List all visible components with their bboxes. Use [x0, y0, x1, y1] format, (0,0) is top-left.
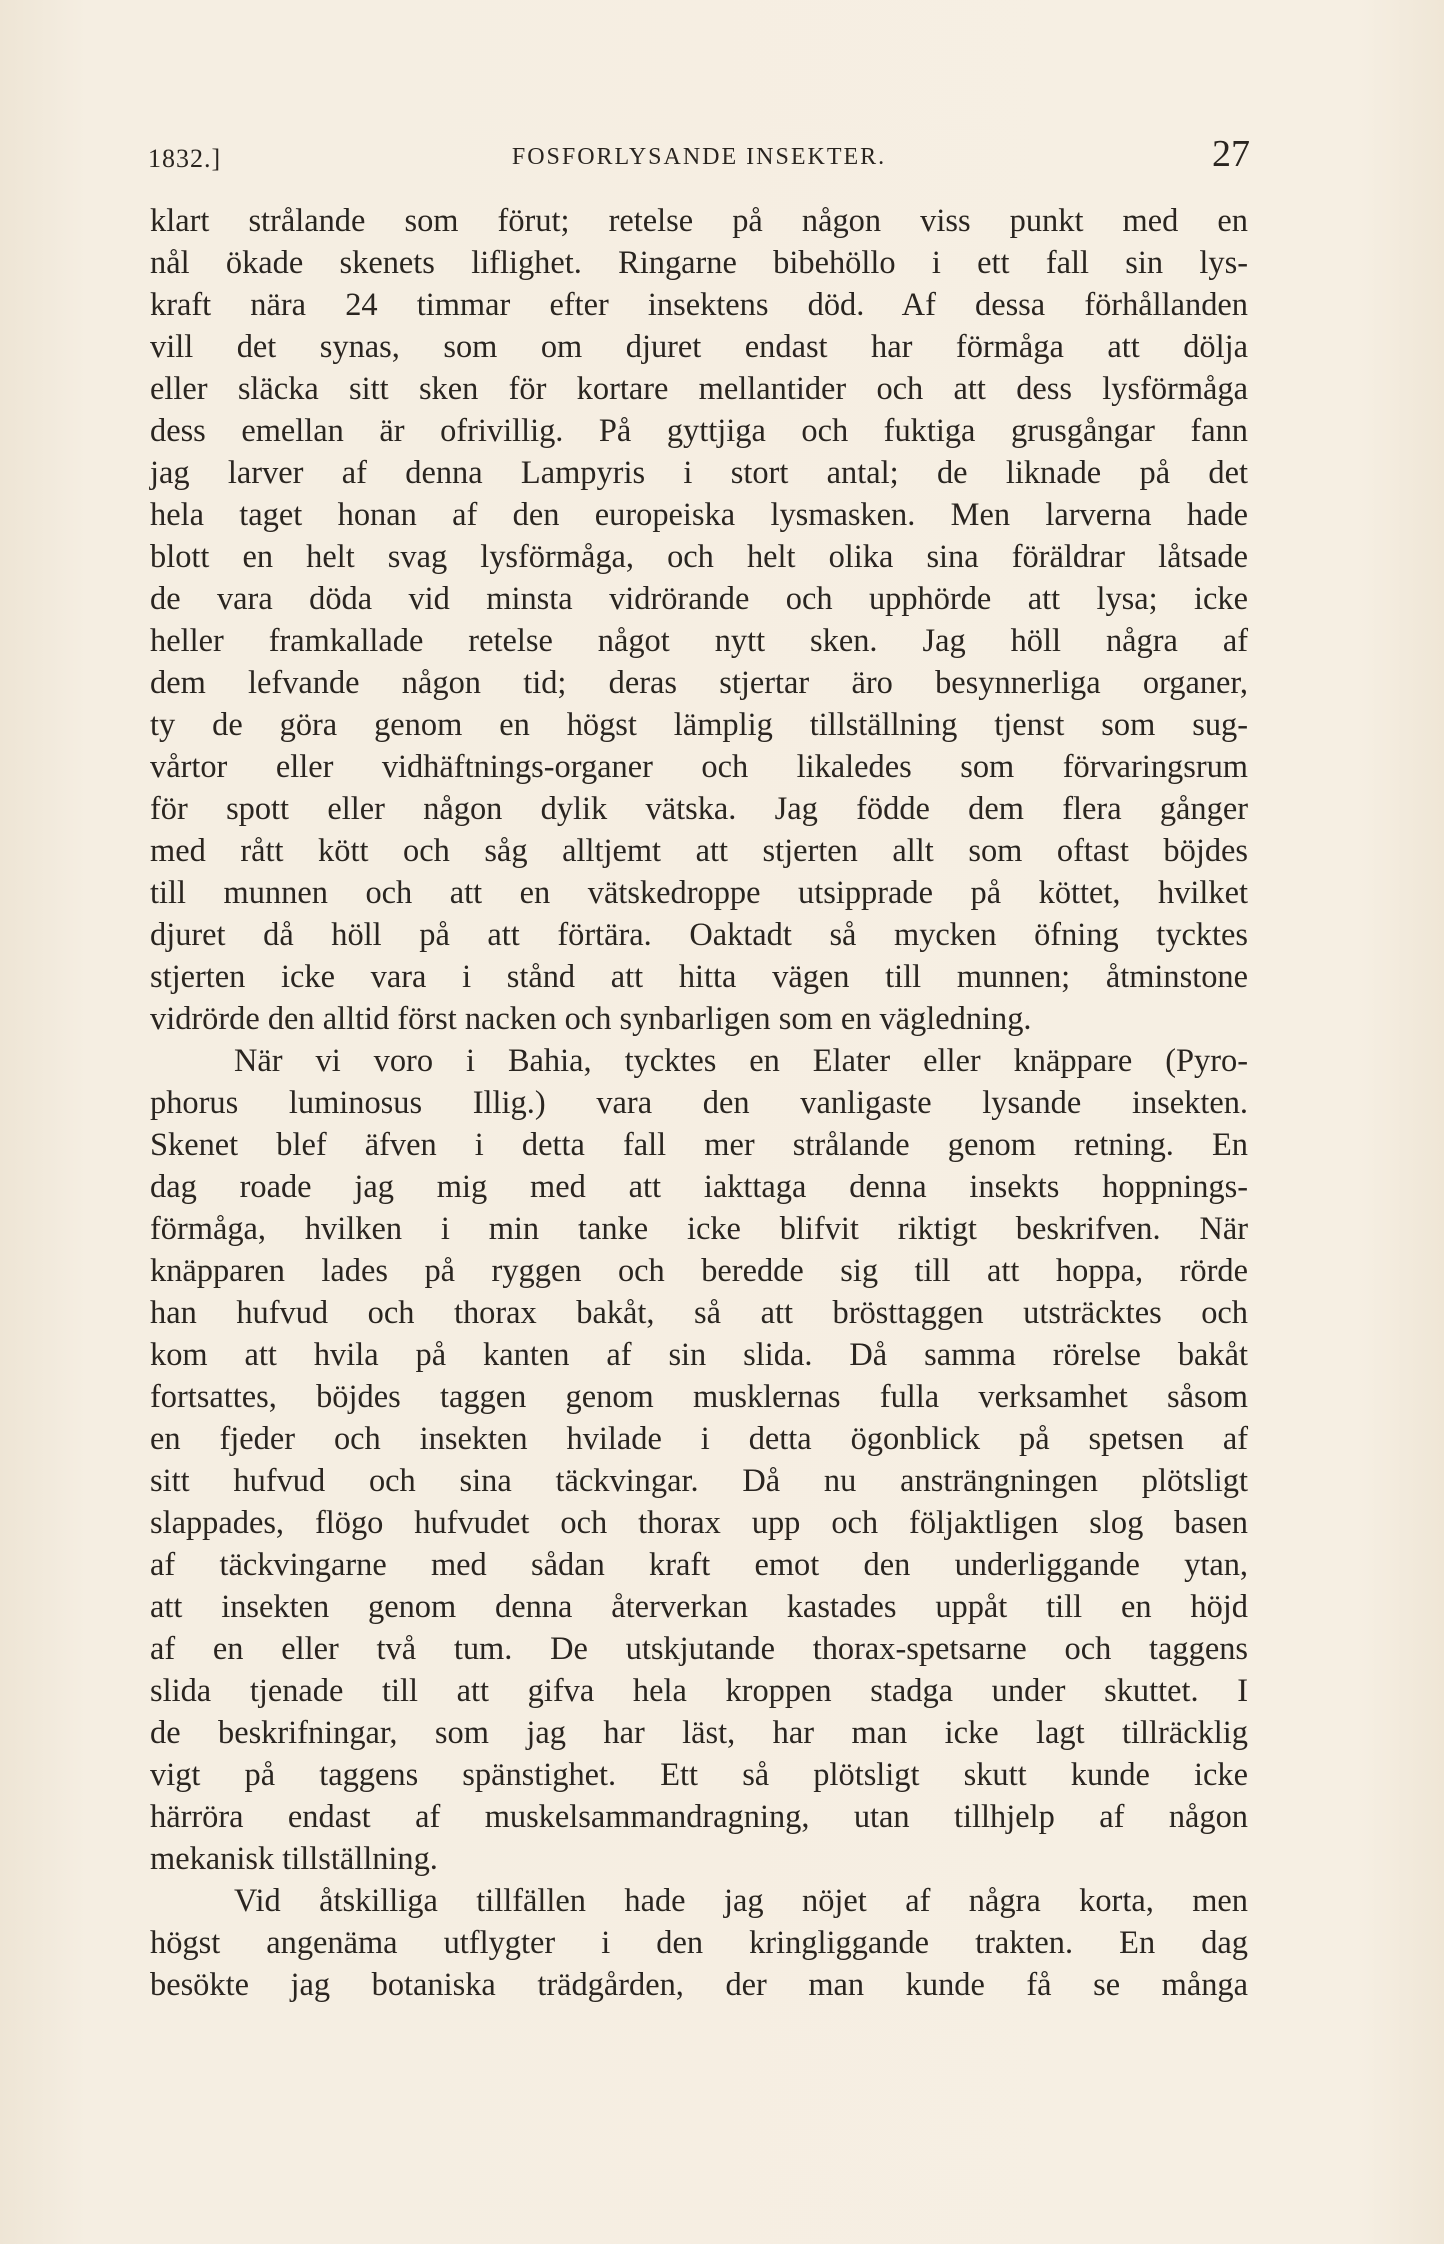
text-line: Vid åtskilliga tillfällen hade jag nöjet af några korta, men: [234, 1883, 1248, 1919]
text-line: knäpparen lades på ryggen och beredde sig till att hoppa, rörde: [150, 1253, 1248, 1289]
page-number: 27: [1212, 133, 1250, 175]
text-line: för spott eller någon dylik vätska. Jag födde dem flera gånger: [150, 791, 1248, 827]
text-line: djuret då höll på att förtära. Oaktadt så mycken öfning tycktes: [150, 917, 1248, 953]
text-line: af en eller två tum. De utskjutande thorax-spetsarne och taggens: [150, 1631, 1248, 1667]
header-year: 1832.]: [148, 144, 222, 173]
text-line: ty de göra genom en högst lämplig tillställning tjenst som sug-: [150, 707, 1248, 743]
text-line: eller släcka sitt sken för kortare mellantider och att dess lysförmåga: [150, 371, 1248, 407]
text-line: högst angenäma utflygter i den kringliggande trakten. En dag: [150, 1925, 1248, 1961]
text-line: han hufvud och thorax bakåt, så att brösttaggen utsträcktes och: [150, 1295, 1248, 1331]
text-line: de vara döda vid minsta vidrörande och upphörde att lysa; icke: [150, 581, 1248, 617]
text-line: dag roade jag mig med att iakttaga denna insekts hoppnings-: [150, 1169, 1248, 1205]
text-line: dem lefvande någon tid; deras stjertar äro besynnerliga organer,: [150, 665, 1248, 701]
text-line: jag larver af denna Lampyris i stort antal; de liknade på det: [150, 455, 1248, 491]
text-line: heller framkallade retelse något nytt sken. Jag höll några af: [150, 623, 1248, 659]
text-line: en fjeder och insekten hvilade i detta ögonblick på spetsen af: [150, 1421, 1248, 1457]
text-line: fortsattes, böjdes taggen genom musklernas fulla verksamhet såsom: [150, 1379, 1248, 1415]
text-line: besökte jag botaniska trädgården, der man kunde få se många: [150, 1967, 1248, 2003]
page-header: [148, 133, 1250, 178]
text-line: klart strålande som förut; retelse på någon viss punkt med en: [150, 203, 1248, 239]
text-line: att insekten genom denna återverkan kastades uppåt till en höjd: [150, 1589, 1248, 1625]
text-line: förmåga, hvilken i min tanke icke blifvit riktigt beskrifven. När: [150, 1211, 1248, 1247]
text-line: vårtor eller vidhäftnings-organer och likaledes som förvaringsrum: [150, 749, 1248, 785]
running-title: FOSFORLYSANDE INSEKTER.: [511, 144, 887, 170]
text-line: härröra endast af muskelsammandragning, utan tillhjelp af någon: [150, 1799, 1248, 1835]
text-line: slida tjenade till att gifva hela kroppen stadga under skuttet. I: [150, 1673, 1248, 1709]
text-line: till munnen och att en vätskedroppe utsipprade på köttet, hvilket: [150, 875, 1248, 911]
text-line: nål ökade skenets liflighet. Ringarne bibehöllo i ett fall sin lys-: [150, 245, 1248, 281]
body-text: [150, 200, 1248, 2006]
text-line: stjerten icke vara i stånd att hitta vägen till munnen; åtminstone: [150, 959, 1248, 995]
text-line: dess emellan är ofrivillig. På gyttjiga och fuktiga grusgångar fann: [150, 413, 1248, 449]
text-line: med rått kött och såg alltjemt att stjerten allt som oftast böjdes: [150, 833, 1248, 869]
text-line: af täckvingarne med sådan kraft emot den underliggande ytan,: [150, 1547, 1248, 1583]
text-line: sitt hufvud och sina täckvingar. Då nu ansträngningen plötsligt: [150, 1463, 1248, 1499]
text-line: Skenet blef äfven i detta fall mer strålande genom retning. En: [150, 1127, 1248, 1163]
text-line: kraft nära 24 timmar efter insektens död. Af dessa förhållanden: [150, 287, 1248, 323]
text-line: vill det synas, som om djuret endast har förmåga att dölja: [150, 329, 1248, 365]
text-line: hela taget honan af den europeiska lysmasken. Men larverna hade: [150, 497, 1248, 533]
text-line: de beskrifningar, som jag har läst, har man icke lagt tillräcklig: [150, 1715, 1248, 1751]
text-line: kom att hvila på kanten af sin slida. Då samma rörelse bakåt: [150, 1337, 1248, 1373]
text-line: När vi voro i Bahia, tycktes en Elater eller knäppare (Pyro-: [234, 1043, 1248, 1079]
text-line: blott en helt svag lysförmåga, och helt olika sina föräldrar låtsade: [150, 539, 1248, 575]
text-line: slappades, flögo hufvudet och thorax upp och följaktligen slog basen: [150, 1505, 1248, 1541]
text-line: vidrörde den alltid först nacken och synbarligen som en vägledning.: [150, 1001, 1032, 1037]
text-line: mekanisk tillställning.: [150, 1841, 438, 1877]
text-line: vigt på taggens spänstighet. Ett så plötsligt skutt kunde icke: [150, 1757, 1248, 1793]
text-line: phorus luminosus Illig.) vara den vanligaste lysande insekten.: [150, 1085, 1248, 1121]
